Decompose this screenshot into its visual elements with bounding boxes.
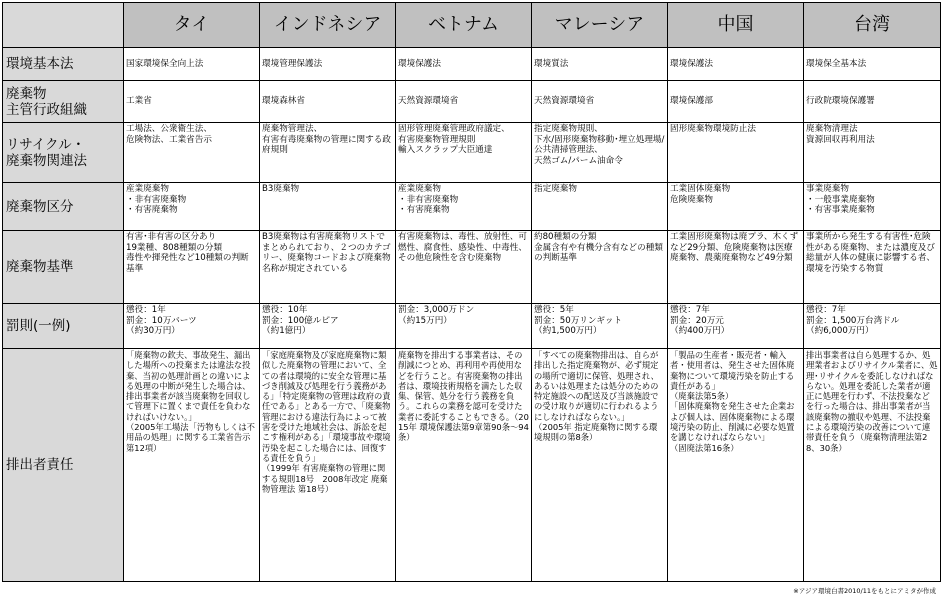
corner-cell (3, 3, 124, 48)
cell-recycling-laws-china: 固形廃棄物環境防止法 (668, 123, 804, 183)
cell-generator-responsibility-taiwan: 排出事業者は自ら処理するか、処理業者およびリサイクル業者に、処理･リサイクルを委託しなければならない。処理を委託した業者が適正に処理を行わず、不法投棄などを行った場合は、排出事業者が当該廃棄物の撤収や処理、不法投棄による環境汚染の改善について連帯責任を負う（廃棄物清理法第28、30条） (804, 349, 941, 582)
row-waste-criteria (3, 231, 941, 304)
row-label-penalties: 罰則(一例) (3, 304, 124, 349)
cell-generator-responsibility-china: 「製品の生産者・販売者・輸入者・使用者は、発生させた固体廃棄物について環境汚染を防止する責任がある」 （廃棄法第5条） 「固体廃棄物を発生させた企業および個人は、固体廃棄物による環境汚染の防止、削減に必要な処置を講じなければならない」 （固廃法第16条） (668, 349, 804, 582)
cell-environment-law-taiwan: 環境保全基本法 (804, 48, 941, 81)
row-label-recycling-laws: リサイクル・ 廃棄物関連法 (3, 123, 124, 183)
row-penalties (3, 304, 941, 349)
cell-waste-authority-vietnam: 天然資源環境省 (396, 81, 532, 123)
cell-generator-responsibility-vietnam: 廃棄物を排出する事業者は、その削減につとめ、再利用や再使用などを行うこと。有害廃棄物の排出者は、環境技術規格を満たした収集、保管、処分を行う義務を負う。これらの業務を認可を受けた業者に委託することもできる。（2015年 環境保護法第9章第90条～94条） (396, 349, 532, 582)
row-label-waste-criteria: 廃棄物基準 (3, 231, 124, 304)
cell-environment-law-thailand: 国家環境保全向上法 (124, 48, 260, 81)
cell-penalties-malaysia: 懲役：5年 罰金：50万リンギット （約1,500万円） (532, 304, 668, 349)
row-recycling-laws (3, 123, 941, 183)
cell-waste-classification-china: 工業固体廃棄物 危険廃棄物 (668, 183, 804, 231)
cell-waste-criteria-china: 工業固形廃棄物は廃プラ、木くずなど29分類、危険廃棄物は医療廃棄物、農薬廃棄物など49分類 (668, 231, 804, 304)
cell-waste-criteria-vietnam: 有害廃棄物は、毒性、放射性、可燃性、腐食性、感染性、中毒性、その他危険性を含む廃棄物 (396, 231, 532, 304)
cell-waste-authority-malaysia: 天然資源環境省 (532, 81, 668, 123)
country-header-malaysia: マレーシア (532, 3, 668, 48)
country-header-china: 中国 (668, 3, 804, 48)
source-footnote: ※アジア環境白書2010/11をもとにアミタが作成 (793, 587, 936, 595)
header-row (3, 3, 941, 48)
row-environment-law (3, 48, 941, 81)
cell-environment-law-vietnam: 環境保護法 (396, 48, 532, 81)
cell-waste-criteria-thailand: 有害･非有害の区分あり 19業種、808種類の分類 毒性や揮発性など10種類の判断基準 (124, 231, 260, 304)
row-waste-classification (3, 183, 941, 231)
cell-recycling-laws-thailand: 工場法、公衆衛生法、 危険物法、工業省告示 (124, 123, 260, 183)
comparison-table (2, 2, 941, 582)
country-header-indonesia: インドネシア (260, 3, 396, 48)
cell-waste-classification-indonesia: B3廃棄物 (260, 183, 396, 231)
cell-generator-responsibility-indonesia: 「家庭廃棄物及び家庭廃棄物に類似した廃棄物の管理において、全ての者は環境的に安全な管理に基づき削減及び処理を行う義務がある」「特定廃棄物の管理は政府の責任である」とある一方で、「廃棄物管理における違法行為によって被害を受けた地域社会は、訴訟を起こす権利がある」「環境事故や環境汚染を起こした場合には、回復する責任を負う」 （1999年 有害廃棄物の管理に関する規則18号 2008年改定 廃棄物管理法 第18号） (260, 349, 396, 582)
cell-waste-criteria-indonesia: B3廃棄物は有害廃棄物リストでまとめられており、２つのカテゴリー、廃棄物コードおよび廃棄物名称が規定されている (260, 231, 396, 304)
cell-waste-authority-china: 環境保護部 (668, 81, 804, 123)
cell-environment-law-indonesia: 環境管理保護法 (260, 48, 396, 81)
cell-environment-law-china: 環境保護法 (668, 48, 804, 81)
cell-environment-law-malaysia: 環境質法 (532, 48, 668, 81)
row-label-waste-classification: 廃棄物区分 (3, 183, 124, 231)
cell-generator-responsibility-malaysia: 「すべての廃棄物排出は、自らが排出した指定廃棄物が、必ず規定の場所で適切に保管、処理され、あるいは処理または処分のための特定施設への配送及び当該施設での受け取りが適切に行われるようにしなければならない。」 （2005年 指定廃棄物に関する環境規則の第8条） (532, 349, 668, 582)
row-generator-responsibility (3, 349, 941, 582)
cell-waste-criteria-taiwan: 事業所から発生する有害性･危険性がある廃棄物、または濃度及び総量が人体の健康に影響する者、環境を汚染する物質 (804, 231, 941, 304)
country-header-thailand: タイ (124, 3, 260, 48)
cell-generator-responsibility-thailand: 「廃棄物の欽夫、事故発生、漏出した場所への投棄または違法な投棄、当初の処理計画との違いによる処理の中断が発生した場合は、排出事業者が該当廃棄物を回収して管理下に置くまで責任を負わなければいけない。」 （2005年工場法「汚物もしくは不用品の処理」に関する工業省告示第12項） (124, 349, 260, 582)
cell-waste-authority-thailand: 工業省 (124, 81, 260, 123)
row-label-waste-authority: 廃棄物 主管行政組織 (3, 81, 124, 123)
cell-recycling-laws-indonesia: 廃棄物管理法、 有害有毒廃棄物の管理に関する政府規則 (260, 123, 396, 183)
cell-waste-authority-indonesia: 環境森林省 (260, 81, 396, 123)
country-header-vietnam: ベトナム (396, 3, 532, 48)
cell-penalties-vietnam: 罰金：3,000万ドン （約15万円） (396, 304, 532, 349)
row-waste-authority (3, 81, 941, 123)
cell-waste-classification-taiwan: 事業廃棄物 ・一般事業廃棄物 ・有害事業廃棄物 (804, 183, 941, 231)
cell-waste-authority-taiwan: 行政院環境保護署 (804, 81, 941, 123)
country-header-taiwan: 台湾 (804, 3, 941, 48)
cell-waste-classification-malaysia: 指定廃棄物 (532, 183, 668, 231)
cell-penalties-indonesia: 懲役：10年 罰金：100億ルピア （約1億円） (260, 304, 396, 349)
cell-waste-classification-vietnam: 産業廃棄物 ・非有害廃棄物 ・有害廃棄物 (396, 183, 532, 231)
cell-waste-criteria-malaysia: 約80種類の分類 金属含有や有機分含有などの種類の判断基準 (532, 231, 668, 304)
cell-waste-classification-thailand: 産業廃棄物 ・非有害廃棄物 ・有害廃棄物 (124, 183, 260, 231)
cell-recycling-laws-malaysia: 指定廃棄物規則、 下水/固形廃棄物移動･埋立処理場/公共清掃管理法、 天然ゴム/パーム油命令 (532, 123, 668, 183)
cell-penalties-china: 懲役：7年 罰金：20万元 （約400万円） (668, 304, 804, 349)
row-label-environment-law: 環境基本法 (3, 48, 124, 81)
cell-penalties-thailand: 懲役：1年 罰金：10万バーツ （約30万円） (124, 304, 260, 349)
cell-recycling-laws-vietnam: 固形管理廃棄管理政府議定、 有害廃棄物管理規則 輸入スクラップ大臣通達 (396, 123, 532, 183)
row-label-generator-responsibility: 排出者責任 (3, 349, 124, 582)
cell-recycling-laws-taiwan: 廃棄物清理法 資源回収再利用法 (804, 123, 941, 183)
cell-penalties-taiwan: 懲役：7年 罰金：1,500万台湾ドル （約6,000万円） (804, 304, 941, 349)
